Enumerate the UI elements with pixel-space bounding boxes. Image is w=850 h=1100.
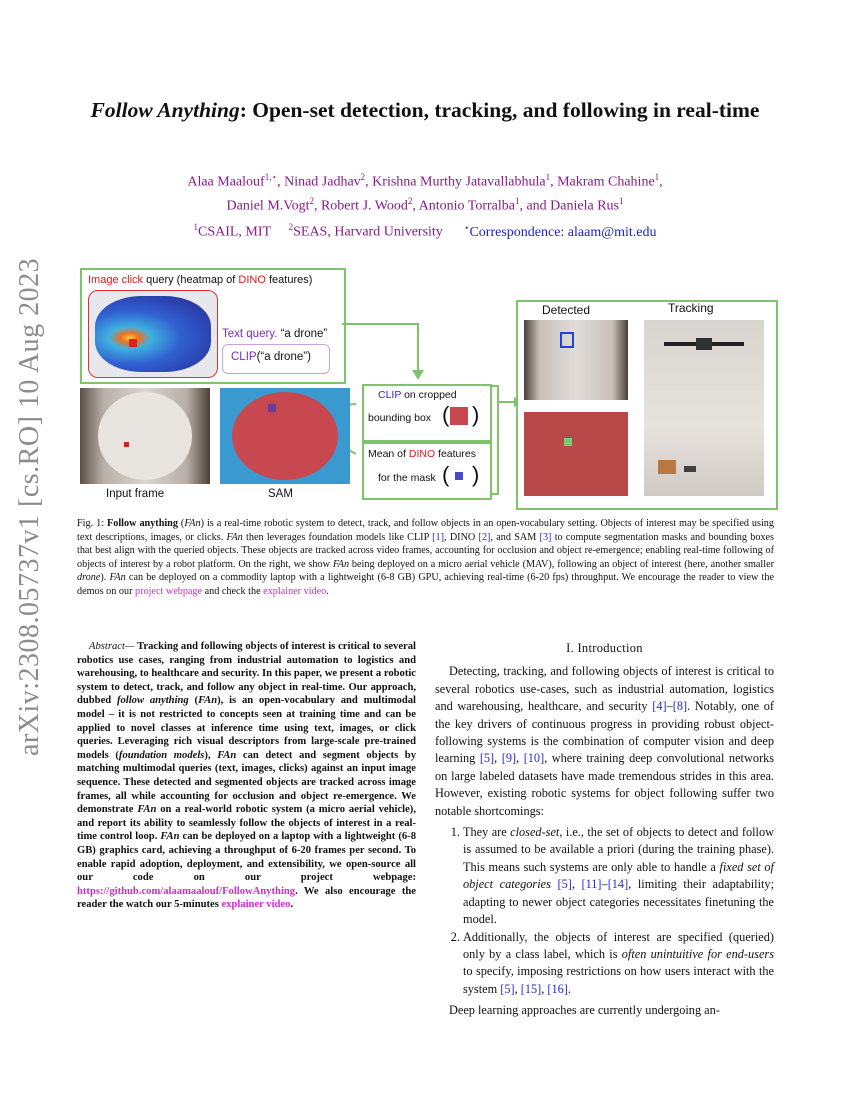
intro-italic: often unintuitive for end-users <box>621 946 774 961</box>
author-name: Daniel M.Vogt <box>226 198 310 214</box>
caption-text: being deployed on a micro aerial vehicle (MAV), following an object of interest (here, another smaller <box>349 558 774 570</box>
caption-text: ( <box>177 518 185 529</box>
intro-text: , <box>516 751 524 766</box>
corr-sup: ⋆ <box>463 222 470 232</box>
author-name: , Krishna Murthy Jatavallabhula <box>365 174 546 190</box>
tracking-label: Tracking <box>668 301 714 315</box>
input-frame-label: Input frame <box>106 488 165 500</box>
dino-mean-b: DINO <box>408 448 436 460</box>
dino-mean-c: features <box>435 448 476 460</box>
project-webpage-link[interactable]: project webpage <box>135 585 203 597</box>
text-query-a: Text query. <box>222 328 278 340</box>
citation-link[interactable]: [4] <box>652 699 667 714</box>
explainer-video-link[interactable]: explainer video <box>221 899 291 911</box>
clip-crop-label <box>378 389 457 401</box>
intro-text: , where training deep convolutional networks on large labeled datasets have made tremendous strides in this area. However, existing robotic systems for object following suffer two notable shortcomings: <box>435 751 775 818</box>
detected-mask-image <box>524 412 628 496</box>
intro-text: , <box>541 981 548 996</box>
abstract-text: on a real-world robotic system (a micro aerial vehicle), and report its ability to seamlessly follow the objects of interest in a real-time control loop. <box>77 804 416 843</box>
intro-text: , i.e., the set of objects to detect and follow is assumed to be available a priori (during the training phase). This means such systems are only able to handle a <box>463 825 774 874</box>
author-list <box>100 168 750 215</box>
caption-text: , DINO <box>444 531 479 543</box>
author-name: , Antonio Torralba <box>412 198 515 214</box>
abstract-italic: follow anything <box>116 695 189 707</box>
abstract-heading: Abstract <box>89 641 125 652</box>
abstract-text: can be deployed on a laptop with a lightweight (6-8 GB) graphics card, achieving a throughput of 6-20 frames per second. To enable rapid adoption, deployment, and extensibility, we open-source all our code on our project webpage: <box>77 831 416 884</box>
intro-text: Detecting, tracking, and following objects of interest is critical to several robotics use-cases, such as industrial automation, logistics and warehousing, healthcare, and security <box>435 664 774 714</box>
abstract-dash: — <box>124 641 138 652</box>
dino-mean-label <box>368 448 476 460</box>
author-sup: 2 <box>360 172 366 182</box>
list-item <box>463 824 774 928</box>
intro-paragraph: Deep learning approaches are currently undergoing an- <box>449 1003 720 1018</box>
citation-link[interactable]: [8] <box>672 699 688 714</box>
abstract-text: Tracking and following objects of interest is critical to several robotics use cases, ranging from industrial automation to logistics and warehousing, to healthcare and security. In this paper, we present a robotic system to detect, track, and follow any object in real-time. Our approach, dubbed <box>77 641 416 707</box>
tracking-drone-body <box>696 338 712 350</box>
abstract-text: ), is an open-vocabulary and multimodal model – it is not restricted to concepts seen at training time and can be applied to novel classes at inference time using text, images, or click queries. Leveraging rich visual descriptors from large-scale pre-trained models ( <box>77 695 416 761</box>
caption-text: and check the <box>202 585 264 597</box>
text-query-b: “a drone” <box>277 328 328 340</box>
intro-italic: closed-set <box>510 825 560 840</box>
caption-label: Fig. 1: <box>77 518 108 529</box>
author-sup: 2 <box>309 195 314 206</box>
citation-link[interactable]: [5] <box>557 877 572 892</box>
detected-mask-drone <box>564 438 572 446</box>
caption-fan: FAn <box>184 518 201 529</box>
list-item <box>463 929 774 999</box>
abstract-italic: FAn <box>198 695 218 707</box>
query-connector <box>342 324 418 374</box>
paren-close-2: ) <box>472 462 480 487</box>
intro-italic: fixed set of object categories <box>463 859 774 892</box>
author-name: , Ninad Jadhav <box>277 174 361 190</box>
paren-open: ( <box>442 402 450 427</box>
citation-link[interactable]: [10] <box>523 751 545 766</box>
clip-text-a: CLIP <box>231 351 257 363</box>
box-prop <box>658 460 676 474</box>
target-drone <box>684 466 696 472</box>
intro-text: , limiting their adaptability; adapting to newer object categories necessitates finetuning the model. <box>463 877 774 927</box>
author-sup: 1 <box>654 172 660 182</box>
author-name: , and Daniela Rus <box>519 198 619 214</box>
abstract <box>77 640 416 912</box>
figure-caption <box>77 517 774 599</box>
abstract-text: ( <box>188 695 199 707</box>
author-sup: 2 <box>407 195 413 206</box>
citation-link[interactable]: [5] <box>479 751 495 766</box>
shortcomings-list <box>435 824 774 998</box>
affiliation-seas: SEAS, Harvard University <box>293 224 443 240</box>
author-sup: 1 <box>514 195 520 206</box>
abstract-italic: FAn <box>217 749 237 761</box>
input-frame-image <box>80 388 210 484</box>
clip-crop-a: CLIP <box>378 389 402 401</box>
crop-thumb <box>450 407 468 425</box>
citation-link[interactable]: [2] <box>478 531 491 543</box>
sam-image <box>220 388 350 484</box>
sam-mask <box>232 392 338 480</box>
abstract-text: . <box>290 899 294 911</box>
explainer-video-link[interactable]: explainer video <box>263 585 327 597</box>
mask-thumb-fill <box>455 472 463 480</box>
affil-sup: 1 <box>193 222 198 232</box>
caption-text: can be deployed on a commodity laptop with a lightweight (6-8 GB) GPU, achieving real-time (6-20 fps) throughput. We encourage the reader to view the demos on our <box>77 572 774 597</box>
author-name: Alaa Maalouf <box>187 174 265 190</box>
figure-1 <box>78 266 778 506</box>
caption-fan: FAn <box>226 531 243 543</box>
abstract-text: can detect and segment objects by matching multimodal queries (text, images, clicks) against an input image sequence. These detected and segmented objects are tracked across image frames, all while accounting for occlusion and object re-emergence. We demonstrate <box>77 749 416 816</box>
abstract-italic: FAn <box>160 831 180 843</box>
caption-drone: drone <box>77 572 101 584</box>
image-click-text-b: query (heatmap of <box>143 274 239 286</box>
caption-text: . <box>326 585 329 597</box>
mask-label: for the mask <box>378 472 436 484</box>
image-click-text: Image click <box>88 274 144 286</box>
query-arrowhead <box>412 370 424 380</box>
citation-link[interactable]: [16] <box>547 981 568 996</box>
intro-text: , <box>514 981 521 996</box>
citation-link[interactable]: [11] <box>581 877 602 892</box>
intro-text: , <box>571 877 582 892</box>
title-italic: Follow Anything <box>90 98 240 122</box>
citation-link[interactable]: [5] <box>500 981 515 996</box>
paren-open-2: ( <box>442 462 450 487</box>
abstract-italic: FAn <box>137 804 157 816</box>
input-marker <box>124 442 129 447</box>
detected-image <box>524 320 628 400</box>
tracking-image <box>644 320 764 496</box>
caption-text: then leverages foundation models like CLIP <box>242 531 433 543</box>
affil-sup: 2 <box>288 222 294 232</box>
arxiv-identifier: arXiv:2308.05737v1 [cs.RO] 10 Aug 2023 <box>14 257 45 756</box>
caption-bold: Follow anything <box>107 518 178 529</box>
introduction-column <box>435 640 774 1020</box>
caption-text: , and SAM <box>490 531 540 543</box>
author-sep: , <box>659 174 663 190</box>
caption-text: ) is a real-time robotic system to detect, track, and follow objects in an open-vocabulary setting. Objects of interest may be specified using text descriptions, images, or clicks. <box>77 518 774 543</box>
input-frame-floor <box>98 392 192 480</box>
intro-text: Additionally, the objects of interest are specified (queried) only by a class label, which is <box>463 929 774 961</box>
citation-link[interactable]: [15] <box>520 981 542 996</box>
paper-title <box>60 98 790 123</box>
mask-thumb <box>452 468 466 484</box>
paren-close: ) <box>472 402 480 427</box>
sam-drone-mask <box>268 404 276 412</box>
title-rest: : Open-set detection, tracking, and following in real-time <box>239 98 760 122</box>
citation-link[interactable]: [1] <box>432 531 445 543</box>
detected-label: Detected <box>542 303 591 317</box>
sam-label: SAM <box>268 488 293 500</box>
citation-link[interactable]: [9] <box>501 751 517 766</box>
intro-text: . <box>567 981 571 996</box>
dino-mean-a: Mean of <box>368 448 409 460</box>
affiliation-csail: CSAIL, MIT <box>197 224 272 240</box>
caption-text: to compute segmentation masks and bounding boxes that best align with the queried objects. These objects are tracked across video frames, accounting for occlusion and object re-emergence; enabling real-time following of objects of interest by a robot platform. On the right, we show <box>77 531 774 570</box>
affiliations <box>60 222 790 241</box>
image-click-text-d: features) <box>265 274 313 286</box>
caption-text: ). <box>100 572 110 584</box>
detection-bbox <box>560 332 574 348</box>
intro-text: – <box>601 877 608 892</box>
author-sup: 1 <box>545 172 551 182</box>
author-name: , Robert J. Wood <box>313 198 408 214</box>
abstract-italic: foundation models <box>118 749 205 761</box>
author-sup: 1 <box>619 195 624 206</box>
author-name: , Makram Chahine <box>550 174 655 190</box>
correspondence-email: Correspondence: alaam@mit.edu <box>469 224 657 240</box>
intro-text: , <box>494 751 502 766</box>
abstract-text: ), <box>204 749 218 761</box>
github-link[interactable]: https://github.com/alaamaalouf/FollowAnything <box>77 885 296 897</box>
caption-fan: FAn <box>109 572 126 584</box>
clip-crop-b: on cropped <box>401 389 457 401</box>
intro-paragraph <box>435 663 774 820</box>
caption-fan: FAn <box>332 558 350 570</box>
intro-text: . Notably, one of the key drivers of continuous progress in providing robust object-following systems is the combination of computer vision and deep learning <box>435 699 774 766</box>
section-heading: I. Introduction <box>566 641 643 655</box>
bbox-label: bounding box <box>368 412 432 424</box>
intro-text: to specify, imposing restrictions on how users interact with the system <box>463 964 774 996</box>
clip-text-b: (“a drone”) <box>256 351 311 363</box>
citation-link[interactable]: [3] <box>539 531 552 543</box>
author-sup: 1,⋆ <box>264 172 278 182</box>
citation-link[interactable]: [14] <box>607 877 629 892</box>
intro-text: They are <box>463 825 511 840</box>
intro-text: – <box>666 699 673 714</box>
abstract-text: . We also encourage the reader the watch our 5-minutes <box>77 885 416 911</box>
dino-text: DINO <box>238 274 266 286</box>
